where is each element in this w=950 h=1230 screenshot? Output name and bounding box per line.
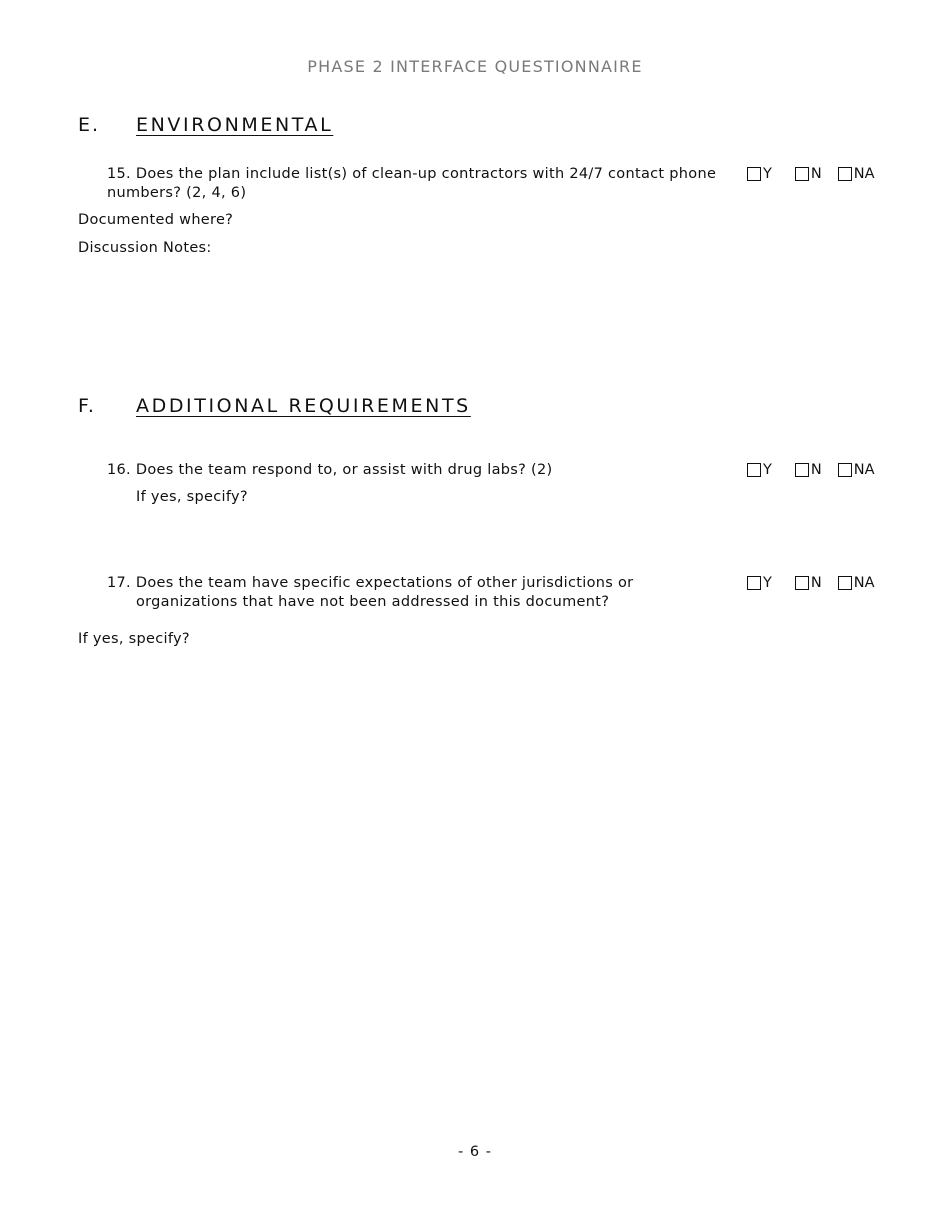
q16-text: Does the team respond to, or assist with drug labs? (2)	[135, 462, 553, 478]
q17-na-checkbox[interactable]	[838, 576, 852, 590]
q17-specify-label: If yes, specify?	[78, 631, 190, 647]
q17-na-option[interactable]	[838, 575, 875, 591]
q16-no-label: N	[810, 462, 822, 478]
q15-answer-group	[747, 166, 875, 182]
q16-yes-checkbox[interactable]	[747, 463, 761, 477]
q16-no-option[interactable]	[795, 462, 822, 478]
q17-yes-checkbox[interactable]	[747, 576, 761, 590]
q16-yes-option[interactable]	[747, 462, 772, 478]
q16-na-label: NA	[853, 462, 875, 478]
q15-na-option[interactable]	[838, 166, 875, 182]
q15-text-line1: Does the plan include list(s) of clean-up contractors with 24/7 contact phone	[135, 166, 717, 182]
section-e-title: ENVIRONMENTAL	[136, 114, 334, 136]
section-f-letter: F.	[78, 395, 96, 417]
q15-yes-option[interactable]	[747, 166, 772, 182]
q15-na-label: NA	[853, 166, 875, 182]
q15-na-checkbox[interactable]	[838, 167, 852, 181]
q16-na-checkbox[interactable]	[838, 463, 852, 477]
q16-specify-label: If yes, specify?	[136, 489, 248, 505]
q16-no-checkbox[interactable]	[795, 463, 809, 477]
q17-no-label: N	[810, 575, 822, 591]
q17-question	[107, 574, 633, 593]
q15-text-line2: numbers? (2, 4, 6)	[107, 185, 247, 201]
q15-yes-label: Y	[763, 166, 772, 182]
q17-na-label: NA	[853, 575, 875, 591]
section-e-letter: E.	[78, 114, 101, 136]
q15-no-label: N	[810, 166, 822, 182]
q17-no-option[interactable]	[795, 575, 822, 591]
q17-yes-option[interactable]	[747, 575, 772, 591]
q16-yes-label: Y	[763, 462, 772, 478]
q17-yes-label: Y	[763, 575, 772, 591]
q17-text-line2: organizations that have not been addressed in this document?	[136, 594, 610, 610]
discussion-notes-label: Discussion Notes:	[78, 240, 212, 256]
q17-no-checkbox[interactable]	[795, 576, 809, 590]
q16-question	[107, 461, 553, 480]
documented-where-label: Documented where?	[78, 212, 234, 228]
page-number: - 6 -	[458, 1144, 492, 1160]
q15-question	[107, 165, 716, 184]
section-f-title: ADDITIONAL REQUIREMENTS	[136, 395, 471, 417]
q15-number: 15.	[107, 166, 131, 182]
q15-no-checkbox[interactable]	[795, 167, 809, 181]
q16-number: 16.	[107, 462, 131, 478]
q15-no-option[interactable]	[795, 166, 822, 182]
q16-answer-group	[747, 462, 875, 478]
q17-answer-group	[747, 575, 875, 591]
page-header: PHASE 2 INTERFACE QUESTIONNAIRE	[307, 57, 643, 76]
q17-number: 17.	[107, 575, 131, 591]
q17-text-line1: Does the team have specific expectations of other jurisdictions or	[135, 575, 634, 591]
q15-yes-checkbox[interactable]	[747, 167, 761, 181]
q16-na-option[interactable]	[838, 462, 875, 478]
